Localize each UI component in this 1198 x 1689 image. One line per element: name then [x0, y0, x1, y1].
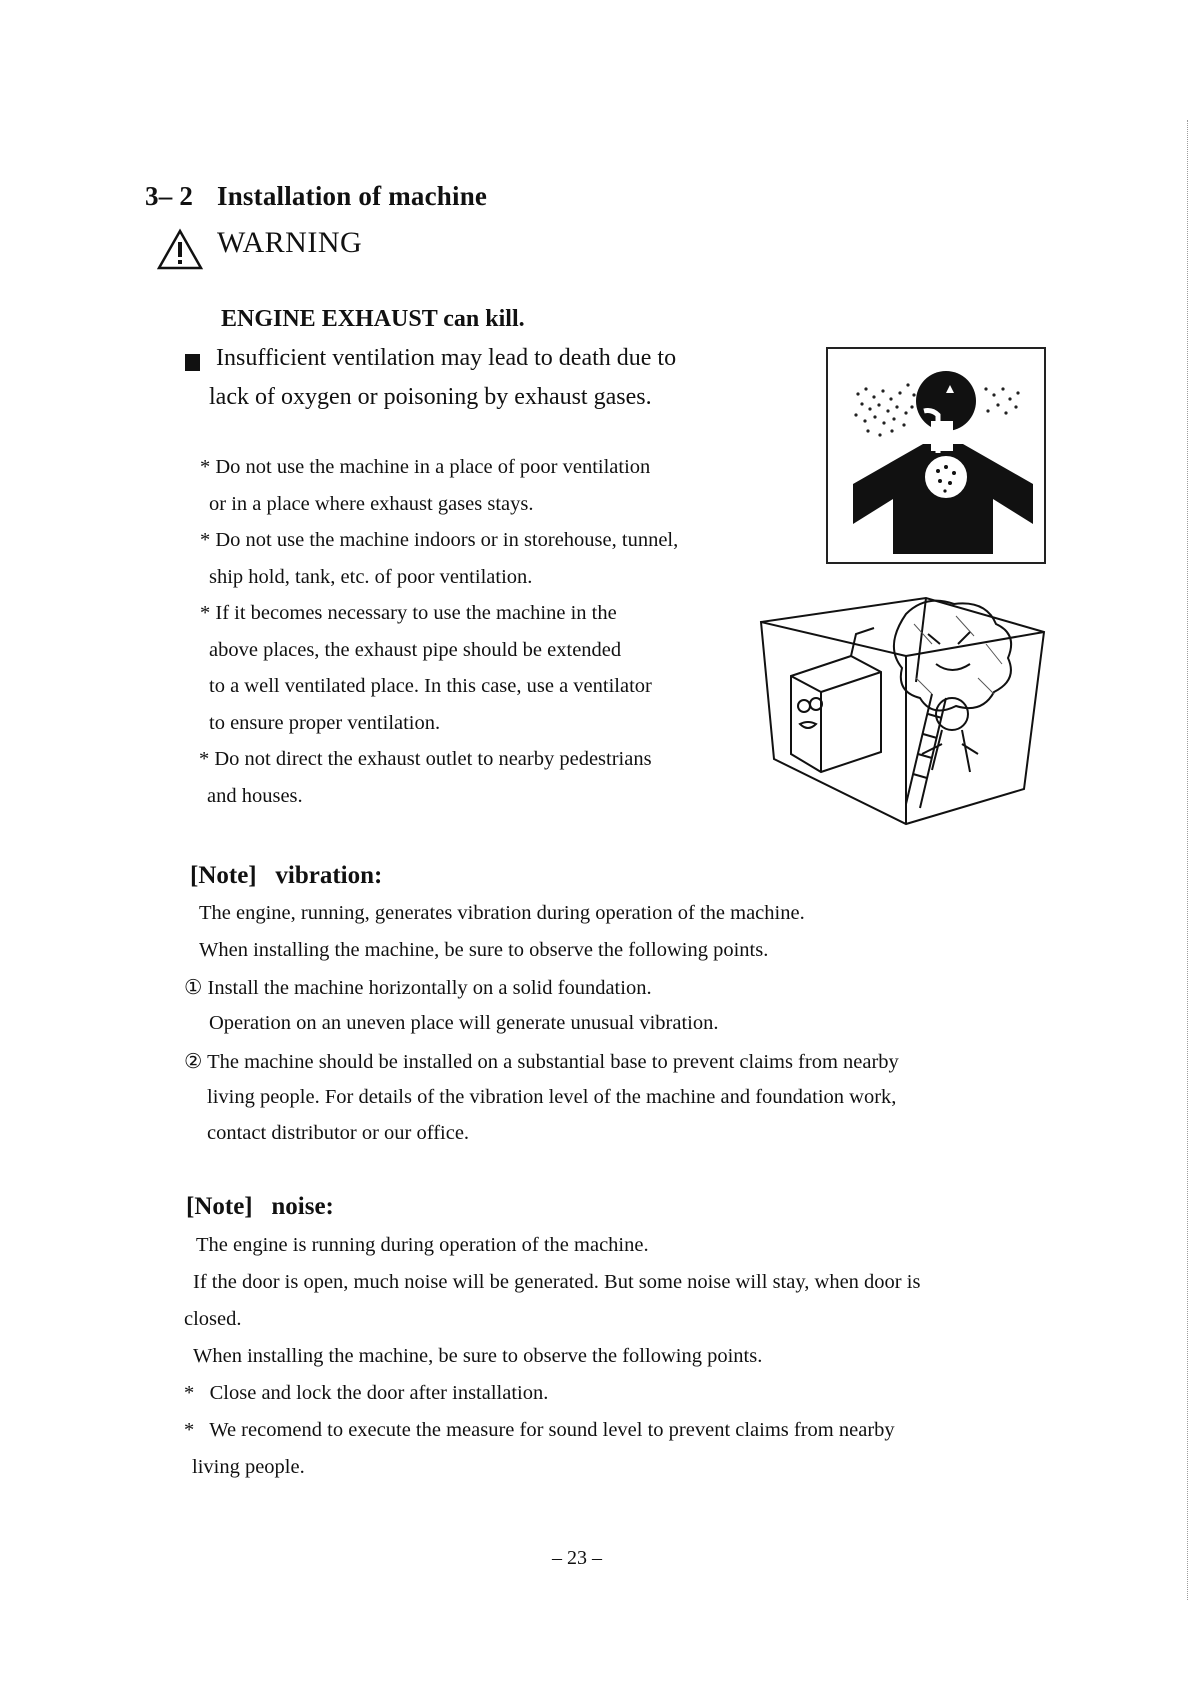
- section-number: 3– 2: [145, 181, 194, 211]
- note-vibration-item2-line2: living people. For details of the vibration level of the machine and foundation work,: [207, 1086, 897, 1108]
- square-bullet-icon: [185, 354, 200, 371]
- warning-triangle-icon: [157, 228, 203, 270]
- hazard-item-4-line2: and houses.: [207, 785, 303, 807]
- hazard-item-1-line1: * Do not use the machine in a place of poor ventilation: [200, 456, 651, 478]
- hazard-item-2-line1: * Do not use the machine indoors or in storehouse, tunnel,: [200, 529, 679, 551]
- hazard-item-1-line2: or in a place where exhaust gases stays.: [209, 493, 534, 515]
- scan-edge: [1187, 120, 1188, 1600]
- note-vibration-item2-line3: contact distributor or our office.: [207, 1122, 470, 1144]
- hazard-item-4-line1: * Do not direct the exhaust outlet to nearby pedestrians: [199, 748, 652, 770]
- hazard-heading: ENGINE EXHAUST can kill.: [221, 306, 525, 332]
- warning-label: WARNING: [217, 226, 363, 259]
- enclosed-space-illustration: [756, 594, 1046, 826]
- hazard-item-3-line4: to ensure proper ventilation.: [209, 712, 441, 734]
- hazard-item-2-line2: ship hold, tank, etc. of poor ventilation.: [209, 566, 533, 588]
- note-vibration-heading: [Note] vibration:: [190, 862, 383, 889]
- note-noise-item1: * Close and lock the door after installation.: [184, 1382, 549, 1404]
- hazard-lead-line1: Insufficient ventilation may lead to death due to: [216, 345, 677, 371]
- note-noise-item2-line2: living people.: [192, 1456, 305, 1478]
- note-vibration-item2-line1: ② The machine should be installed on a substantial base to prevent claims from nearby: [184, 1051, 899, 1073]
- note-vibration-item1-line1: ① Install the machine horizontally on a solid foundation.: [184, 977, 652, 999]
- note-noise-intro4: When installing the machine, be sure to observe the following points.: [193, 1345, 763, 1367]
- note-noise-heading: [Note] noise:: [186, 1193, 334, 1220]
- page-number: – 23 –: [552, 1547, 602, 1569]
- note-noise-intro3: closed.: [184, 1308, 242, 1330]
- note-noise-item2-line1: * We recomend to execute the measure for sound level to prevent claims from nearby: [184, 1419, 895, 1441]
- hazard-item-3-line2: above places, the exhaust pipe should be extended: [209, 639, 622, 661]
- section-title: Installation of machine: [217, 181, 488, 211]
- hazard-item-3-line1: * If it becomes necessary to use the machine in the: [200, 602, 617, 624]
- hazard-lead-line2: lack of oxygen or poisoning by exhaust gases.: [209, 384, 652, 410]
- note-vibration-intro2: When installing the machine, be sure to observe the following points.: [199, 939, 769, 961]
- hazard-item-3-line3: to a well ventilated place. In this case, use a ventilator: [209, 675, 652, 697]
- note-noise-intro2: If the door is open, much noise will be generated. But some noise will stay, when door is: [193, 1271, 921, 1293]
- note-vibration-intro1: The engine, running, generates vibration during operation of the machine.: [199, 902, 805, 924]
- note-noise-intro1: The engine is running during operation of the machine.: [196, 1234, 649, 1256]
- note-vibration-item1-line2: Operation on an uneven place will generate unusual vibration.: [209, 1012, 719, 1034]
- exhaust-hazard-pictogram: [826, 347, 1046, 564]
